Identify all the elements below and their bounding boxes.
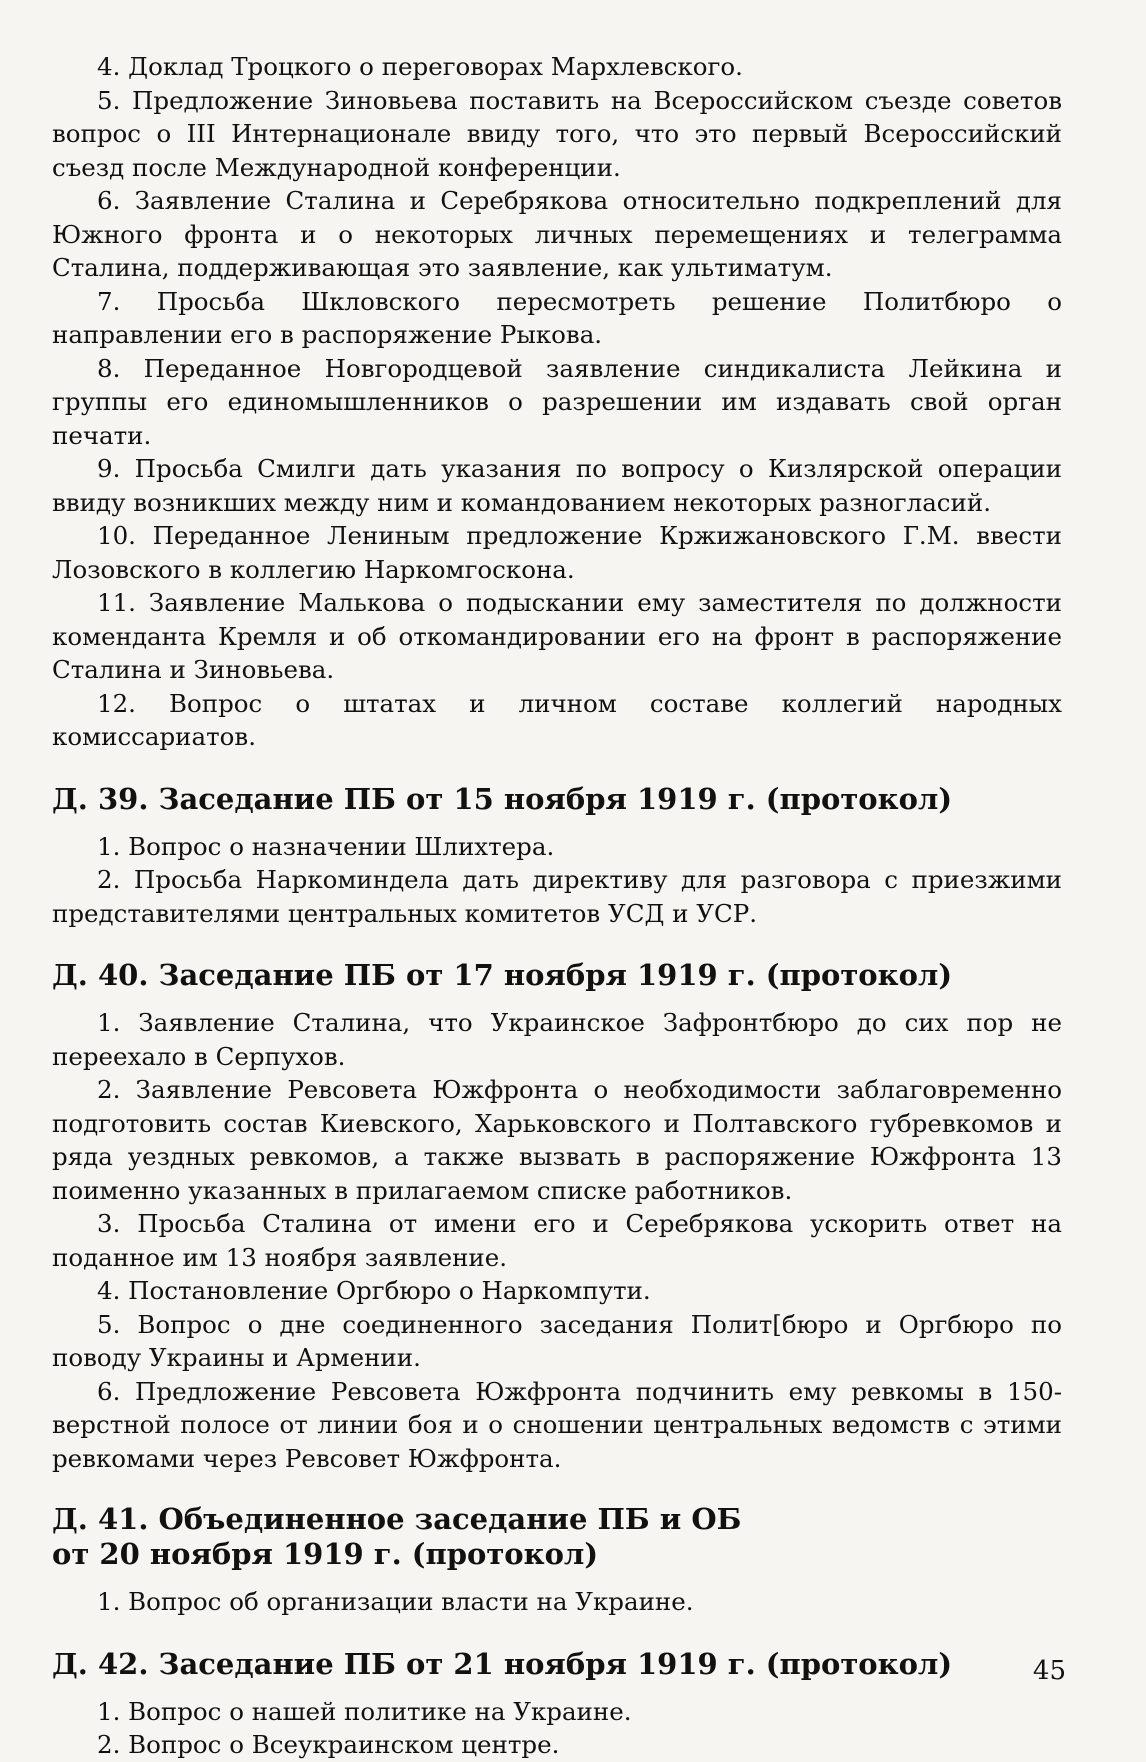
list-item: 4. Постановление Оргбюро о Наркомпути.: [97, 1276, 651, 1305]
section-d41: [52, 1502, 1062, 1619]
list-item: 11. Заявление Малькова о подыскании ему заместителя по должности коменданта Кремля и об откомандировании его на фронт в распоряжение Сталина и Зиновьева.: [52, 588, 1062, 684]
section-d40: [52, 957, 1062, 1475]
list-item: 9. Просьба Смилги дать указания по вопросу о Кизлярской операции ввиду возникших между ним и командованием некоторых разногласий.: [52, 454, 1062, 517]
list-item: 2. Просьба Наркоминдела дать директиву для разговора с приезжими представителями центральных комитетов УСД и УСР.: [52, 865, 1062, 928]
list-item: 1. Заявление Сталина, что Украинское Зафронтбюро до сих пор не переехало в Серпухов.: [52, 1008, 1062, 1071]
list-item: 6. Предложение Ревсовета Южфронта подчинить ему ревкомы в 150-верстной полосе от линии боя и о сношении центральных ведомств с этими ревкомами через Ревсовет Южфронта.: [52, 1376, 1062, 1473]
list-item: 1. Вопрос об организации власти на Украине.: [97, 1587, 694, 1616]
list-item: 8. Переданное Новгородцевой заявление синдикалиста Лейкина и группы его единомышленников о разрешении им издавать свой орган печати.: [52, 353, 1062, 450]
list-item: 7. Просьба Шкловского пересмотреть решение Политбюро о направлении его в распоряжение Рыкова.: [52, 286, 1062, 349]
section-d39: [52, 781, 1062, 931]
section-heading: [52, 1502, 1062, 1572]
page-number: 45: [1032, 1656, 1066, 1686]
list-item: 10. Переданное Лениным предложение Кржижановского Г.М. ввести Лозовского в коллегию Наркомгоскона.: [52, 521, 1062, 584]
list-item: 5. Вопрос о дне соединенного заседания Полит[бюро и Оргбюро по поводу Украины и Армении.: [52, 1309, 1062, 1372]
section-heading-line: Д. 41. Объединенное заседание ПБ и ОБ: [52, 1502, 742, 1536]
document-page: [52, 50, 1062, 1762]
list-item: 4. Доклад Троцкого о переговорах Мархлевского.: [97, 52, 743, 81]
section-heading: Д. 39. Заседание ПБ от 15 ноября 1919 г. (протокол): [52, 781, 953, 816]
list-item: 2. Вопрос о Всеукраинском центре.: [97, 1730, 560, 1759]
list-item: 12. Вопрос о штатах и личном составе коллегий народных комиссариатов.: [52, 688, 1062, 751]
list-item: 3. Просьба Сталина от имени его и Серебрякова ускорить ответ на поданное им 13 ноября заявление.: [52, 1209, 1062, 1272]
list-item: 2. Заявление Ревсовета Южфронта о необходимости заблаговременно подготовить состав Киевского, Харьковского и Полтавского губревкомов и ряда уездных ревкомов, а также вызвать в распоряжение Южфронта 13 поименно указанных в прилагаемом списке работников.: [52, 1075, 1062, 1205]
section-heading: Д. 42. Заседание ПБ от 21 ноября 1919 г. (протокол): [52, 1646, 953, 1681]
list-item: 6. Заявление Сталина и Серебрякова относительно подкреплений для Южного фронта и о некоторых личных перемещениях и телеграмма Сталина, поддерживающая это заявление, как ультиматум.: [52, 186, 1062, 282]
list-item: 5. Предложение Зиновьева поставить на Всероссийском съезде советов вопрос о III Интернационале ввиду того, что это первый Всероссийский съезд после Международной конференции.: [52, 85, 1062, 182]
list-item: 1. Вопрос о назначении Шлихтера.: [97, 831, 555, 861]
list-item: 1. Вопрос о нашей политике на Украине.: [97, 1696, 632, 1726]
section-heading-line: от 20 ноября 1919 г. (протокол): [52, 1537, 599, 1571]
section-heading: Д. 40. Заседание ПБ от 17 ноября 1919 г. (протокол): [52, 958, 953, 992]
top-item-list: [52, 50, 1062, 754]
section-d42: [52, 1646, 1062, 1762]
